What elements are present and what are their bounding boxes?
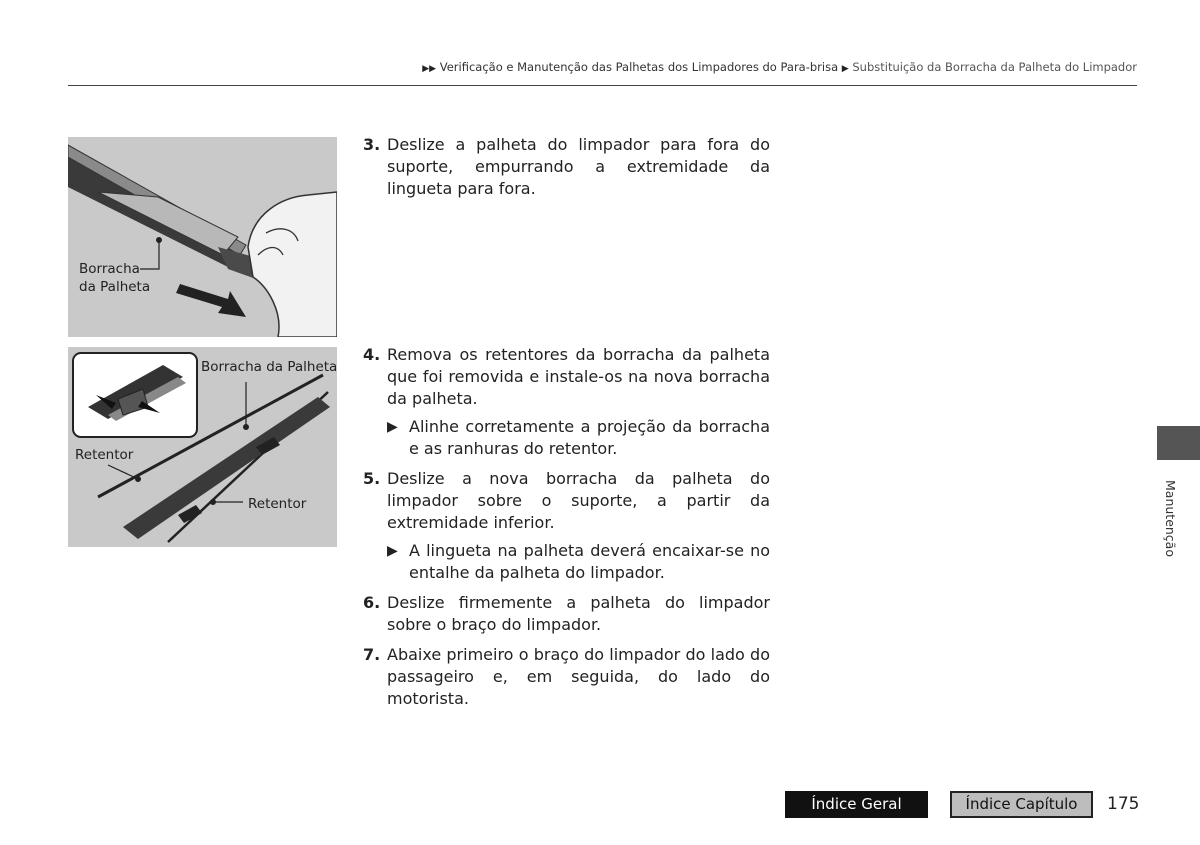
step-number: 4. xyxy=(363,345,381,364)
index-chapter-label: Índice Capítulo xyxy=(952,793,1091,816)
arrow-icon: ▶ xyxy=(841,64,849,74)
chapter-label: Manutenção xyxy=(1163,480,1178,557)
step-text: Deslize a nova borracha da palheta do limpador sobre o suporte, a partir da extremidade inferior. xyxy=(387,469,770,532)
arrow-icon: ▶ xyxy=(387,419,398,435)
wiper-blade-illustration xyxy=(68,137,337,337)
step-3 xyxy=(363,134,770,200)
step-text: Remova os retentores da borracha da palheta que foi removida e instale-os na nova borracha da palheta. xyxy=(387,345,770,408)
page-number: 175 xyxy=(1107,794,1140,814)
step-number: 3. xyxy=(363,135,381,154)
breadcrumb-section[interactable]: Verificação e Manutenção das Palhetas dos Limpadores do Para-brisa xyxy=(439,60,839,74)
figure-remove-blade xyxy=(68,137,337,337)
retainer-label-right: Retentor xyxy=(248,496,307,512)
step-5-note xyxy=(363,540,770,584)
step-number: 6. xyxy=(363,593,381,612)
retainer-label-left: Retentor xyxy=(75,447,134,463)
step-5 xyxy=(363,468,770,534)
step-text: Abaixe primeiro o braço do limpador do lado do passageiro e, em seguida, do lado do motorista. xyxy=(387,645,770,708)
step-6 xyxy=(363,592,770,636)
step-4-note xyxy=(363,416,770,460)
step-text: Deslize firmemente a palheta do limpador sobre o braço do limpador. xyxy=(387,593,770,634)
index-general-button[interactable]: Índice Geral xyxy=(785,791,928,818)
figure-retainers xyxy=(68,347,337,547)
index-chapter-button[interactable] xyxy=(950,791,1093,818)
step-4 xyxy=(363,344,770,410)
breadcrumb xyxy=(422,60,1137,74)
step-3-block xyxy=(363,134,770,200)
step-number: 7. xyxy=(363,645,381,664)
blade-rubber-label: Borracha da Palheta xyxy=(79,261,151,295)
header-divider xyxy=(68,85,1137,86)
note-text: Alinhe corretamente a projeção da borracha e as ranhuras do retentor. xyxy=(409,417,770,458)
step-7 xyxy=(363,644,770,710)
note-text: A lingueta na palheta deverá encaixar-se no entalhe da palheta do limpador. xyxy=(409,541,770,582)
blade-rubber-label: Borracha da Palheta xyxy=(201,359,337,375)
steps-block xyxy=(363,344,770,710)
step-number: 5. xyxy=(363,469,381,488)
arrow-icon: ▶ xyxy=(387,543,398,559)
double-arrow-icon: ▶▶ xyxy=(422,64,437,74)
chapter-tab[interactable] xyxy=(1157,426,1200,460)
breadcrumb-current: Substituição da Borracha da Palheta do Limpador xyxy=(852,60,1137,74)
step-text: Deslize a palheta do limpador para fora do suporte, empurrando a extremidade da lingueta para fora. xyxy=(387,135,770,198)
